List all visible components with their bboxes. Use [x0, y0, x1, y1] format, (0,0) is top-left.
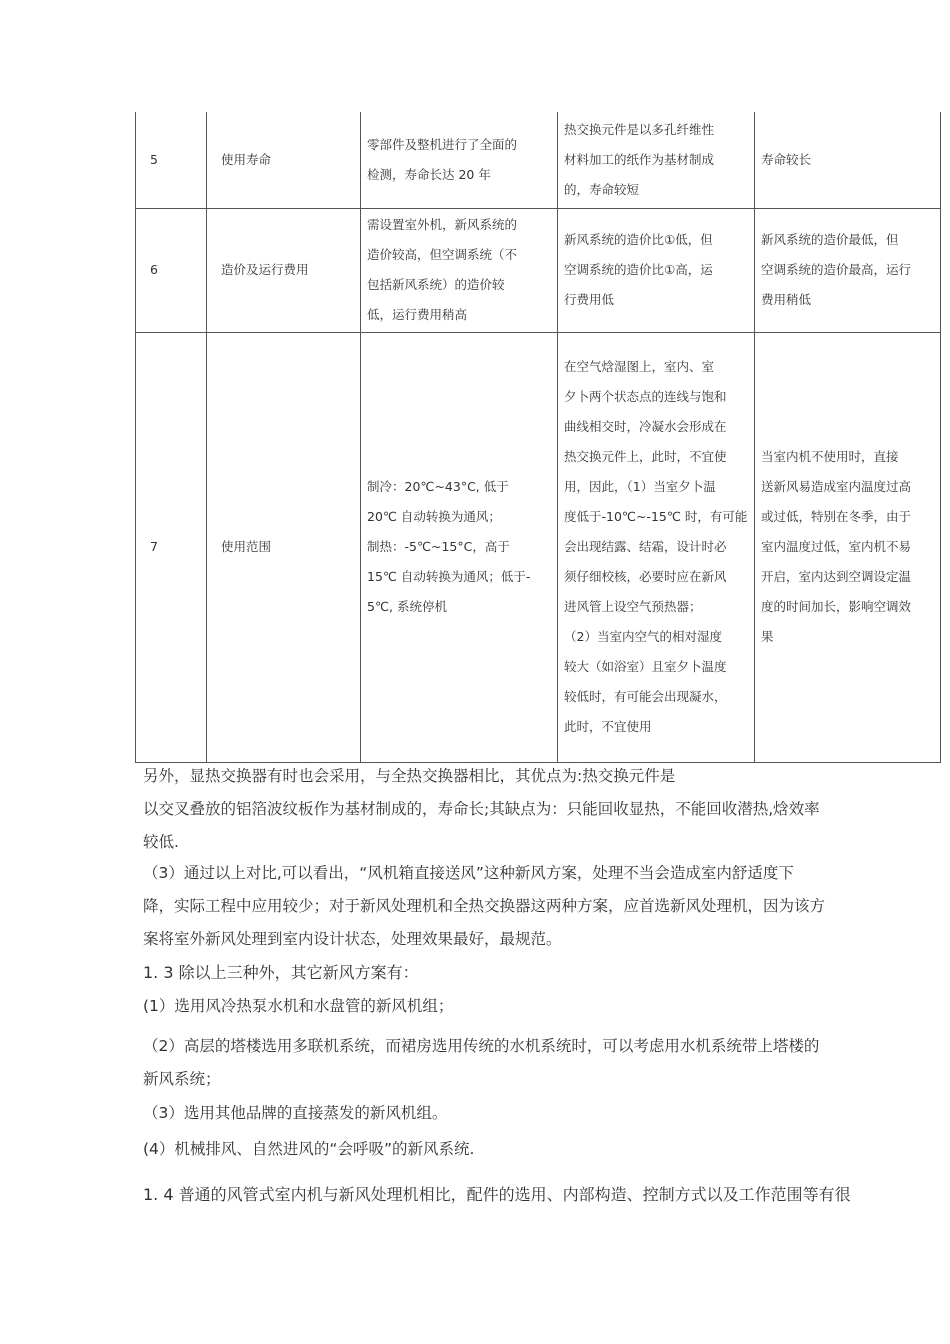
- table-row: [136, 332, 941, 762]
- table-row: [136, 208, 941, 332]
- list-item-1: (1）选用风冷热泵水机和水盘管的新风机组；: [143, 997, 454, 1015]
- section-heading-1-4: 1. 4 普通的风管式室内机与新风处理机相比，配件的选用、内部构造、控制方式以及工作范围等有很: [143, 1185, 851, 1204]
- cell-option-c: 新风系统的造价最低，但 空调系统的造价最高，运行 费用稍低: [755, 208, 941, 332]
- paragraph-comparison-conclusion: （3）通过以上对比,可以看出，“风机箱直接送风”这种新风方案，处理不当会造成室内舒适度下 降，实际工程中应用较少；对于新风处理机和全热交换器这两种方案，应首选新风处理机，因为该方 案将室外新风处理到室内设计状态，处理效果最好，最规范。: [143, 864, 826, 948]
- cell-option-a: 制冷：20℃~43°C, 低于 20℃ 自动转换为通风； 制热：-5℃~15°C，高于 15℃ 自动转换为通风；低于- 5℃, 系统停机: [361, 332, 558, 762]
- table-row: [136, 112, 941, 208]
- row-item: 使用范围: [207, 332, 361, 762]
- paragraph-sensible-heat-exchanger: 另外，显热交换器有时也会采用，与全热交换器相比，其优点为:热交换元件是 以交叉叠放的铝箔波纹板作为基材制成的，寿命长;其缺点为：只能回收显热，不能回收潜热,焓效率 较低.: [143, 767, 820, 851]
- cell-option-a: 零部件及整机进行了全面的 检测，寿命长达 20 年: [361, 112, 558, 208]
- row-number: 5: [136, 112, 207, 208]
- cell-option-b: 在空气焓湿图上，室内、室 夕卜两个状态点的连线与饱和 曲线相交时，冷凝水会形成在 热交换元件上，此时，不宜使 用，因此，（1）当室夕卜温 度低于-10℃~-15℃ 时，有可能 会出现结露、结霜，设计时必 须仔细校核，必要时应在新风 进风管上设空气预热器； （2）当室内空气的相对湿度 较大（如浴室）且室夕卜温度 较低时，有可能会出现凝水， 此时，不宜使用: [558, 332, 755, 762]
- row-item: 使用寿命: [207, 112, 361, 208]
- row-number: 6: [136, 208, 207, 332]
- cell-option-c: 寿命较长: [755, 112, 941, 208]
- cell-option-b: 热交换元件是以多孔纤维性 材料加工的纸作为基材制成 的，寿命较短: [558, 112, 755, 208]
- cell-option-b: 新风系统的造价比①低，但 空调系统的造价比①高，运 行费用低: [558, 208, 755, 332]
- cell-option-c: 当室内机不使用时，直接 送新风易造成室内温度过高 或过低，特别在冬季，由于 室内温度过低，室内机不易 开启，室内达到空调设定温 度的时间加长，影响空调效 果: [755, 332, 941, 762]
- cell-option-a: 需设置室外机，新风系统的 造价较高，但空调系统（不 包括新风系统）的造价较 低，运行费用稍高: [361, 208, 558, 332]
- row-number: 7: [136, 332, 207, 762]
- list-item-3: （3）选用其他品牌的直接蒸发的新风机组。: [143, 1104, 448, 1122]
- section-heading-1-3: 1. 3 除以上三种外，其它新风方案有：: [143, 963, 419, 982]
- list-item-4: (4）机械排风、自然进风的“会呼吸”的新风系统.: [143, 1140, 475, 1158]
- row-item: 造价及运行费用: [207, 208, 361, 332]
- comparison-table: [135, 112, 941, 763]
- list-item-2: （2）高层的塔楼选用多联机系统，而裙房选用传统的水机系统时，可以考虑用水机系统带上塔楼的 新风系统；: [143, 1037, 820, 1088]
